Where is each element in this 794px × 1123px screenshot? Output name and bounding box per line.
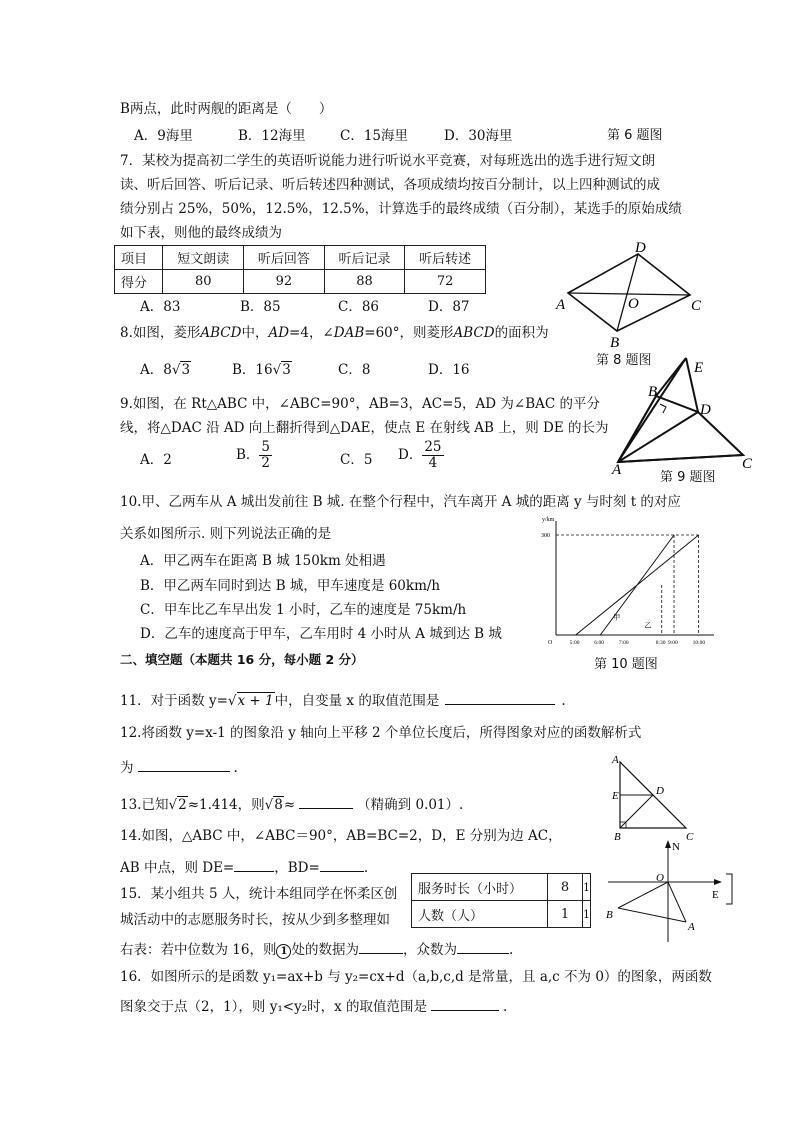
q15-blank-2[interactable] [457, 939, 509, 954]
q16-line-1: 16．如图所示的是函数 y₁=ax+b 与 y₂=cx+d（a,b,c,d 是常量，且 a,c 不为 0）的图象，两函数 [120, 969, 712, 985]
q14-text: ，BD= [274, 860, 320, 876]
q8-text: =60°，则菱形 [364, 325, 454, 341]
q15-text: 右表：若中位数为 16，则 [120, 942, 277, 958]
x-tick-label: 6:00 [594, 640, 605, 646]
table-cell: 听后转述 [405, 246, 486, 270]
q8-var: DAB [333, 325, 365, 341]
denominator: 2 [261, 454, 271, 471]
q6-figure-caption: 第 6 题图 [607, 128, 663, 143]
y-axis-label: y/km [542, 517, 555, 523]
table-cell: 1 [583, 901, 591, 928]
x-tick-label: 7:00 [618, 640, 629, 646]
q8-label-a: A [556, 297, 566, 313]
q14-triangle-figure [606, 752, 706, 842]
q14-label-c: C [686, 831, 694, 843]
q7-line-4: 如下表，则他的最终成绩为 [120, 225, 282, 241]
q8-text: 8.如图，菱形 [120, 325, 201, 341]
q9-option-c: C．5 [340, 452, 373, 468]
q8-label-c: C [691, 298, 702, 314]
compass-label-n: N [672, 841, 680, 853]
q10-option-b: B．甲乙两车同时到达 B 城，甲车速度是 60km/h [140, 578, 441, 594]
q8-option-a [140, 362, 191, 379]
q8-option-a-radicand: 3 [181, 362, 191, 378]
q10-figure-caption: 第 10 题图 [594, 657, 658, 672]
q12-end: . [233, 760, 238, 776]
q15-service-table [411, 873, 591, 928]
q8-option-b-radicand: 3 [282, 362, 291, 378]
numerator: 5 [261, 439, 271, 455]
q11-end: . [561, 693, 566, 709]
table-cell: 服务时长（小时） [412, 874, 548, 901]
q8-option-d: D．16 [428, 362, 470, 378]
q14-line-1: 14.如图，△ABC 中，∠ABC＝90°，AB=BC=2，D，E 分别为边 AC， [120, 828, 562, 844]
q8-label-d: D [635, 240, 646, 256]
q14-text: AB 中点，则 DE= [120, 860, 235, 876]
circled-number: 1 [276, 944, 291, 959]
q12-text: 为 [120, 760, 134, 776]
q9-option-a: A．2 [140, 452, 172, 468]
table-row [115, 270, 486, 294]
q7-score-table [114, 245, 486, 294]
q16-end: . [503, 999, 508, 1015]
table-row [412, 901, 591, 928]
table-cell: 72 [405, 270, 486, 294]
q13-question [120, 794, 463, 814]
table-cell: 1 [583, 874, 591, 901]
q8-option-b [232, 362, 292, 379]
compass-label-a: A [688, 921, 695, 933]
q14-bd-blank[interactable] [320, 857, 364, 872]
q8-rhombus-figure [550, 238, 710, 351]
q11-answer-blank[interactable] [445, 690, 555, 705]
sqrt-symbol: √ [171, 362, 181, 378]
q15-line-1: 15．某小组共 5 人，统计本组同学在怀柔区创 [120, 886, 398, 902]
q9-option-d-label: D． [398, 446, 423, 463]
q11-text: 中，自变量 x 的取值范围是 [274, 693, 440, 709]
q9-option-b-label: B． [236, 446, 260, 463]
section-2-heading: 二、填空题（本题共 16 分，每小题 2 分） [120, 652, 364, 667]
q9-option-d-fraction [422, 440, 443, 471]
y-tick-label: 300 [541, 533, 550, 539]
q16-text: 图象交于点（2，1），则 y₁<y₂时，x 的取值范围是 [120, 999, 428, 1015]
q11-question [120, 690, 566, 710]
q9-line-1: 9.如图，在 Rt△ABC 中，∠ABC=90°，AB=3，AC=5，AD 为∠BAC 的平分 [120, 396, 601, 412]
q7-line-1: 7．某校为提高初二学生的英语听说能力进行听说水平竞赛，对每班选出的选手进行短文朗 [120, 153, 656, 169]
q9-triangle-figure [608, 352, 768, 477]
q7-option-b: B．85 [240, 299, 281, 315]
q7-option-a: A．83 [140, 299, 181, 315]
q15-line-2: 城活动中的志愿服务时长，按从少到多整理如 [120, 912, 390, 928]
q8-option-b-label: B．16 [232, 362, 273, 378]
q12-answer-blank[interactable] [138, 757, 230, 772]
q7-line-2: 读、听后回答、听后记录、听后转述四种测试，各项成绩均按百分制计，以上四种测试的成 [120, 177, 660, 193]
q8-option-c: C．8 [338, 362, 371, 378]
q9-line-2: 线，将△DAC 沿 AD 向上翻折得到△DAE，使点 E 在射线 AB 上，则 DE 的长为 [120, 420, 609, 436]
q14-label-b: B [614, 831, 621, 843]
q13-text: ≈1.414，则 [187, 797, 265, 813]
q10-line-2: 关系如图所示. 则下列说法正确的是 [120, 526, 332, 542]
q15-line-3 [120, 939, 513, 959]
q6-option-a: A．9海里 [134, 128, 193, 144]
compass-label-e: E [712, 889, 719, 901]
q13-text: 13.已知 [120, 797, 169, 813]
q13-text: ≈ [283, 797, 296, 813]
table-row [412, 874, 591, 901]
q14-end: . [363, 860, 369, 876]
q9-label-a: A [612, 462, 622, 478]
q15-text: 处的数据为 [291, 942, 359, 958]
table-cell: 8 [548, 874, 583, 901]
q15-text: ，众数为 [402, 942, 457, 958]
q11-radicand: x + 1 [237, 693, 274, 709]
q9-option-d [398, 440, 444, 471]
q6-option-c: C．15海里 [340, 128, 409, 144]
q9-label-e: E [694, 360, 704, 376]
q15-end: . [508, 942, 514, 958]
q11-text: 11．对于函数 y= [120, 693, 228, 709]
table-cell: 人数（人） [412, 901, 548, 928]
q8-text: 中， [241, 325, 269, 341]
q8-text: =4，∠ [289, 325, 334, 341]
q10-line-1: 10.甲、乙两车从 A 城出发前往 B 城. 在整个行程中，汽车离开 A 城的距离 y 与时刻 t 的对应 [120, 494, 681, 510]
q16-answer-blank[interactable] [431, 996, 499, 1011]
x-tick-label: 10:00 [692, 640, 706, 646]
q14-line-2 [120, 857, 368, 877]
q8-text: 的面积为 [494, 325, 549, 341]
x-tick-label: 9:00 [668, 640, 678, 646]
q8-label-o: O [628, 296, 639, 312]
sqrt-symbol: √ [264, 797, 274, 813]
table-cell: 听后记录 [324, 246, 405, 270]
q10-option-a: A．甲乙两车在距离 B 城 150km 处相遇 [140, 553, 386, 569]
q12-line-1: 12.将函数 y=x-1 的图象沿 y 轴向上平移 2 个单位长度后，所得图象对应的函数解析式 [120, 725, 642, 741]
q10-option-c: C．甲车比乙车早出发 1 小时，乙车的速度是 75km/h [140, 602, 467, 618]
sqrt-symbol: √ [272, 362, 282, 378]
q8-var: ABCD [200, 325, 242, 341]
q9-figure-caption: 第 9 题图 [660, 470, 716, 485]
q8-label-b: B [610, 335, 620, 351]
compass-figure [598, 838, 738, 948]
q6-continuation: B两点，此时两舰的距离是（ ） [120, 101, 333, 117]
table-cell: 88 [324, 270, 405, 294]
q14-label-d: D [656, 785, 664, 797]
compass-label-b: B [606, 909, 613, 921]
table-cell: 短文朗读 [163, 246, 244, 270]
q7-line-3: 绩分别占 25%，50%，12.5%，12.5%，计算选手的最终成绩（百分制），某选手的原始成绩 [120, 201, 682, 217]
q14-label-a: A [612, 754, 619, 766]
q13-end: （精确到 0.01）. [357, 797, 464, 813]
q13-radicand-2: 8 [274, 797, 283, 813]
compass-label-o: O [656, 872, 664, 884]
q12-line-2 [120, 757, 238, 777]
table-row [115, 246, 486, 270]
table-cell: 92 [244, 270, 325, 294]
sqrt-symbol: √ [227, 693, 237, 709]
q8-var: ABCD [453, 325, 495, 341]
series-line-yi [600, 535, 674, 635]
q16-line-2 [120, 996, 507, 1016]
series-label-yi: 乙 [644, 621, 652, 630]
q10-option-d: D．乙车的速度高于甲车，乙车用时 4 小时从 A 城到达 B 城 [140, 626, 502, 642]
table-cell: 得分 [115, 270, 163, 294]
x-tick-label: 5:00 [569, 640, 580, 646]
numerator: 25 [424, 439, 442, 455]
q14-de-blank[interactable] [234, 857, 274, 872]
origin-label: O [548, 640, 553, 646]
q8-question [120, 325, 549, 342]
q7-option-d: D．87 [428, 299, 470, 315]
q9-label-d: D [700, 402, 711, 418]
series-label-jia: 甲 [613, 613, 621, 622]
q8-figure-caption: 第 8 题图 [596, 353, 652, 368]
table-cell: 1 [548, 901, 583, 928]
q15-blank-1[interactable] [359, 939, 403, 954]
q6-option-d: D．30海里 [444, 128, 513, 144]
q9-option-b [236, 440, 272, 471]
table-cell: 80 [163, 270, 244, 294]
q14-label-e: E [612, 790, 619, 802]
table-cell: 听后回答 [244, 246, 325, 270]
q9-label-c: C [742, 456, 753, 472]
q8-var: AD [268, 325, 290, 341]
q9-option-b-fraction [259, 440, 272, 471]
table-cell: 项目 [115, 246, 163, 270]
q13-answer-blank[interactable] [299, 794, 353, 809]
q8-option-a-label: A．8 [140, 362, 172, 378]
q7-option-c: C．86 [338, 299, 380, 315]
sqrt-symbol: √ [168, 797, 178, 813]
q10-distance-time-chart [538, 512, 728, 647]
q6-option-b: B．12海里 [238, 128, 306, 144]
q13-radicand-1: 2 [178, 797, 187, 813]
denominator: 4 [428, 454, 438, 471]
q9-label-b: B [648, 384, 658, 400]
x-tick-label: 8:30 [655, 640, 666, 646]
